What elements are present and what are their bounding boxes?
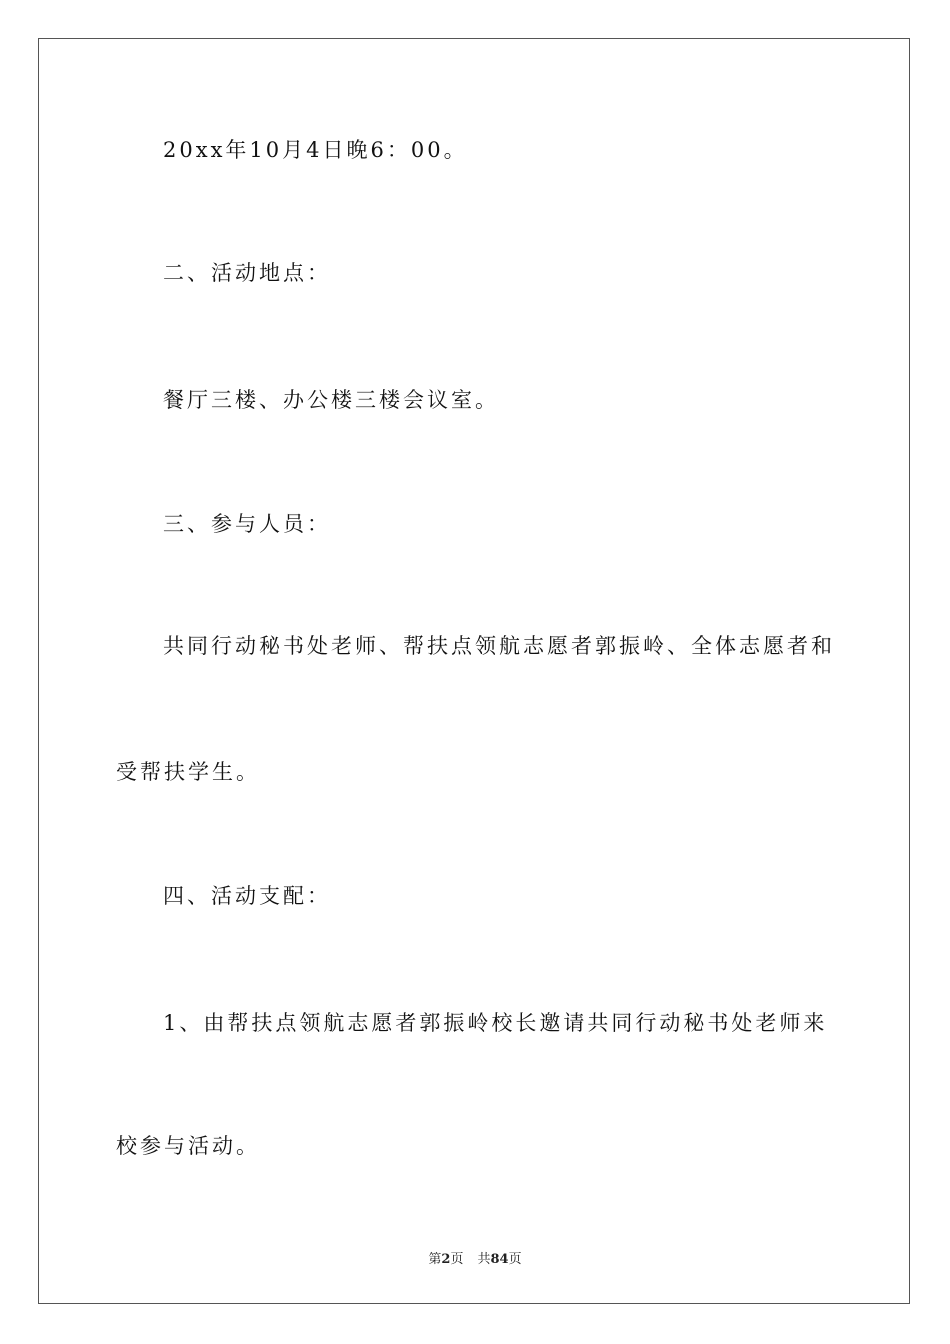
heading-arrangement: 四、活动支配：	[163, 884, 331, 908]
footer-page-current: 2	[441, 1252, 451, 1267]
heading-location: 二、活动地点：	[163, 261, 331, 285]
paragraph-arrangement-line2: 校参与活动。	[116, 1134, 260, 1158]
paragraph-participants-line1: 共同行动秘书处老师、帮扶点领航志愿者郭振岭、全体志愿者和	[163, 634, 835, 658]
footer-page-suffix: 页	[450, 1252, 464, 1267]
paragraph-participants-line2: 受帮扶学生。	[116, 760, 260, 784]
footer-page-prefix: 第	[428, 1252, 442, 1267]
page-frame	[38, 38, 910, 1304]
page-footer	[0, 1248, 950, 1267]
heading-participants: 三、参与人员：	[163, 512, 331, 536]
footer-total-suffix: 页	[508, 1252, 522, 1267]
paragraph-arrangement-line1: 1、由帮扶点领航志愿者郭振岭校长邀请共同行动秘书处老师来	[163, 1011, 828, 1035]
paragraph-time: 20xx年10月4日晚6：00。	[163, 138, 468, 162]
footer-total-prefix: 共	[477, 1252, 491, 1267]
footer-page-total: 84	[490, 1252, 509, 1267]
paragraph-location: 餐厅三楼、办公楼三楼会议室。	[163, 388, 499, 412]
